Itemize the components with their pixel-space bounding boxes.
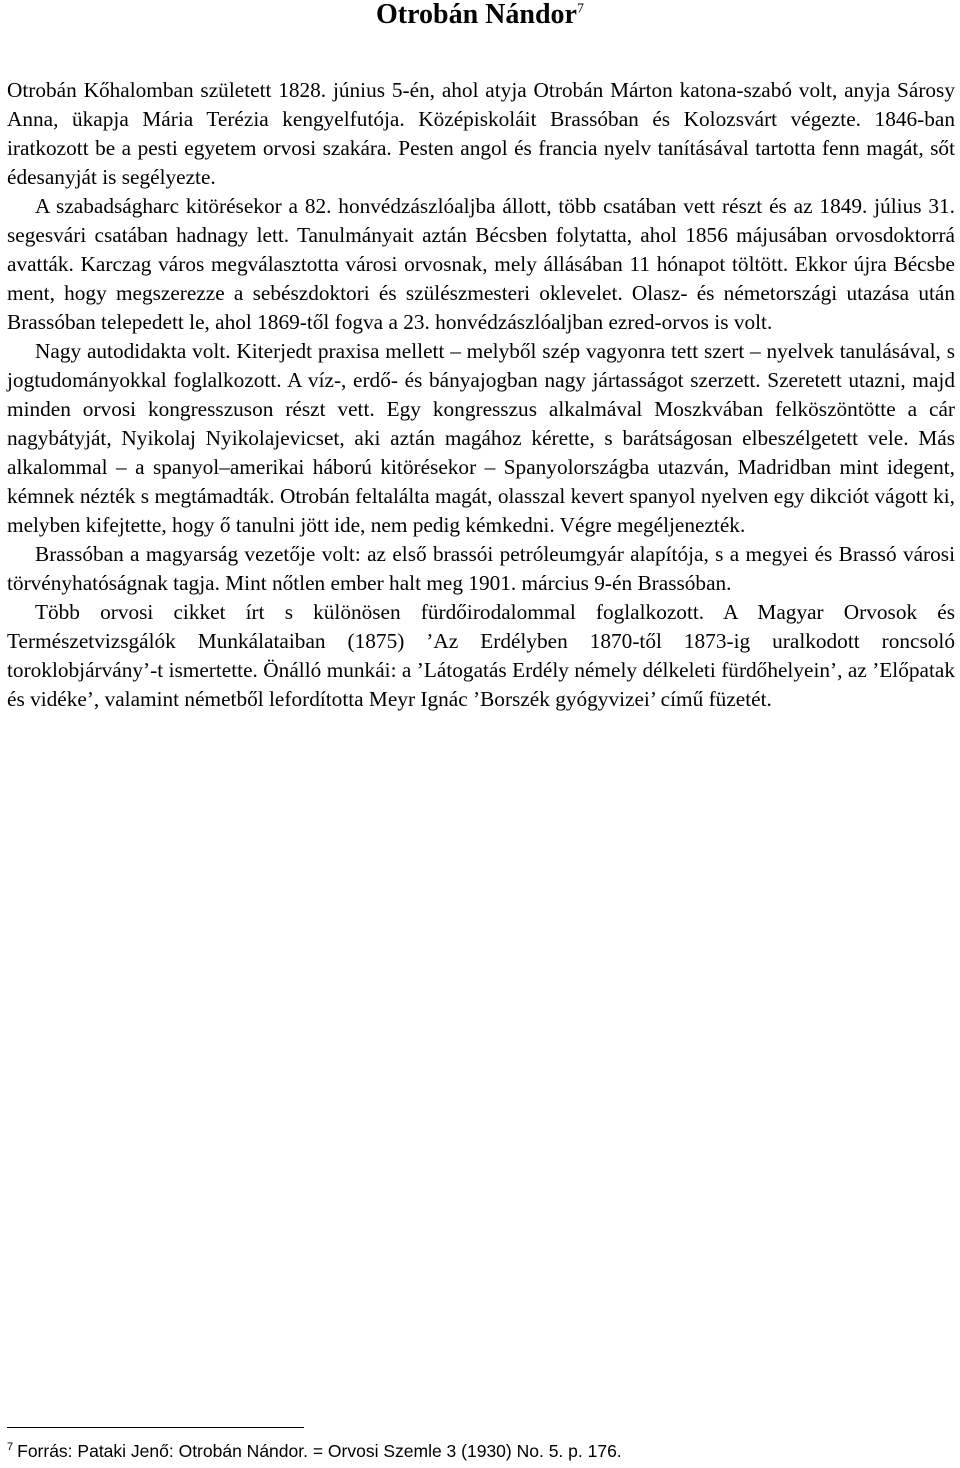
- footnote-text: Forrás: Pataki Jenő: Otrobán Nándor. = Orvosi Szemle 3 (1930) No. 5. p. 176.: [17, 1441, 622, 1461]
- paragraph-war-career: A szabadságharc kitörésekor a 82. honvédzászlóaljba állott, több csatában vett részt és az 1849. július 31. segesvári csatában hadnagy lett. Tanulmányait aztán Bécsben folytatta, ahol 1856 májusában orvosdoktorrá avatták. Karczag város megválasztotta városi orvosnak, mely állásában 11 hónapot töltött. Ekkor újra Bécsbe ment, hogy megszerezze a sebészdoktori és szülészmesteri oklevelet. Olasz- és németországi utazása után Brassóban telepedett le, ahol 1869-től fogva a 23. honvédzászlóaljban ezred-orvos is volt.: [7, 194, 955, 334]
- page-title: [0, 0, 960, 30]
- article-body: [7, 76, 955, 714]
- paragraph-works: Több orvosi cikket írt s különösen fürdőirodalommal foglalkozott. A Magyar Orvosok és Természetvizsgálók Munkálataiban (1875) ’Az Erdélyben 1870-től 1873-ig uralkodott roncsoló toroklobjárvány’-t ismertette. Önálló munkái: a ’Látogatás Erdély némely délkeleti fürdőhelyein’, az ’Előpatak és vidéke’, valamint németből lefordította Meyr Ignác ’Borszék gyógyvizei’ című füzetét.: [7, 600, 955, 711]
- title-text: Otrobán Nándor: [376, 0, 577, 30]
- footnote-mark: 7: [7, 1441, 14, 1454]
- paragraph-birth-education: Otrobán Kőhalomban született 1828. június 5-én, ahol atyja Otrobán Márton katona-szabó volt, anyja Sárosy Anna, ükapja Mária Terézia kengyelfutója. Középiskoláit Brassóban és Kolozsvárt végezte. 1846-ban iratkozott be a pesti egyetem orvosi szakára. Pesten angol és francia nyelv tanításával tartotta fenn magát, sőt édesanyját is segélyezte.: [7, 78, 955, 189]
- footnote: [7, 1440, 955, 1462]
- title-footnote-mark: 7: [576, 1, 584, 17]
- paragraph-autodidact: Nagy autodidakta volt. Kiterjedt praxisa mellett – melyből szép vagyonra tett szert – nyelvek tanulásával, s jogtudományokkal foglalkozott. A víz-, erdő- és bányajogban nagy jártasságot szerzett. Szeretett utazni, majd minden orvosi kongresszuson részt vett. Egy kongresszus alkalmával Moszkvában felköszöntötte a cár nagybátyját, Nyikolaj Nyikolajevicset, aki aztán magához kérette, s barátságosan elbeszélgetett vele. Más alkalommal – a spanyol–amerikai háború kitörésekor – Spanyolországba utazván, Madridban mint idegent, kémnek nézték s megtámadták. Otrobán feltalálta magát, olasszal kevert spanyol nyelven egy dikciót vágott ki, melyben kifejtette, hogy ő tanulni jött ide, nem pedig kémkedni. Végre megéljenezték.: [7, 339, 955, 537]
- paragraph-brasso: Brassóban a magyarság vezetője volt: az első brassói petróleumgyár alapítója, s a megyei és Brassó városi törvényhatóságnak tagja. Mint nőtlen ember halt meg 1901. március 9-én Brassóban.: [7, 542, 955, 595]
- footnote-divider: [7, 1427, 304, 1428]
